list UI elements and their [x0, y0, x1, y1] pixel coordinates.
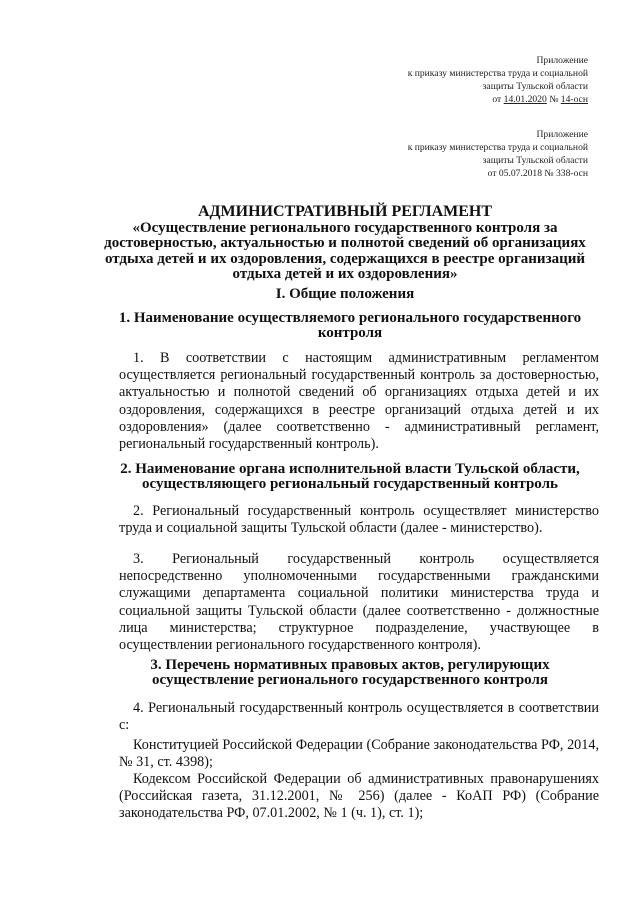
paragraph-5: Конституцией Российской Федерации (Собрание законодательства РФ, 2014, № 31, ст. 4398); — [119, 737, 599, 771]
annex-original-line4: от 05.07.2018 № 338-осн — [487, 168, 588, 179]
heading-2: 2. Наименование органа исполнительной власти Тульской области, осуществляющего региональный государственный контроль — [120, 461, 580, 492]
annex-date-prefix: от — [492, 94, 502, 105]
annex-original-line3: защиты Тульской области — [482, 155, 588, 166]
annex-current-line1: Приложение — [536, 55, 588, 66]
title-subtitle: «Осуществление регионального государственного контроля за достоверностью, актуальностью и полнотой сведений об организациях отдыха детей и их оздоровления, содержащихся в реестре организаций отдыха детей и их оздоровления» — [104, 219, 586, 282]
paragraph-3: 3. Региональный государственный контроль осуществляется непосредственно уполномоченными государственными гражданскими служащими департамента социальной политики министерства труда и социальной защиты Тульской области (далее соответственно - должностные лица министерства; структурное подразделение, участвующее в осуществлении регионального государственного контроля). — [119, 551, 599, 654]
annex-current — [358, 54, 588, 106]
paragraph-1: 1. В соответствии с настоящим административным регламентом осуществляется региональный государственный контроль за достоверностью, актуальностью и полнотой сведений об организациях отдыха детей и их оздоровления, содержащихся в реестре организаций отдыха детей и их оздоровления» (далее соответственно - административный регламент, региональный государственный контроль). — [119, 350, 599, 453]
annex-current-line2: к приказу министерства труда и социальной — [407, 68, 588, 79]
annex-num-prefix: № — [549, 94, 559, 105]
annex-current-date-line — [358, 93, 588, 106]
paragraph-2: 2. Региональный государственный контроль осуществляет министерство труда и социальной защиты Тульской области (далее - министерство). — [119, 503, 599, 537]
paragraph-4: 4. Региональный государственный контроль осуществляется в соответствии с: — [119, 700, 599, 734]
paragraph-6: Кодексом Российской Федерации об административных правонарушениях (Российская газета, 31.12.2001, № 256) (далее - КоАП РФ) (Собрание законодательства РФ, 07.01.2002, № 1 (ч. 1), ст. 1); — [119, 771, 599, 822]
document-title — [90, 204, 600, 283]
annex-number: 14-осн — [560, 94, 588, 105]
annex-date: 14.01.2020 — [503, 94, 547, 105]
title-main: АДМИНИСТРАТИВНЫЙ РЕГЛАМЕНТ — [197, 203, 493, 220]
section-heading-general: I. Общие положения — [275, 286, 415, 302]
annex-original-line1: Приложение — [536, 129, 588, 140]
annex-original — [358, 128, 588, 180]
heading-3: 3. Перечень нормативных правовых актов, регулирующих осуществление регионального государственного контроля — [150, 657, 550, 688]
annex-original-line2: к приказу министерства труда и социальной — [407, 142, 588, 153]
annex-current-line3: защиты Тульской области — [482, 81, 588, 92]
heading-1: 1. Наименование осуществляемого регионального государственного контроля — [118, 310, 582, 341]
